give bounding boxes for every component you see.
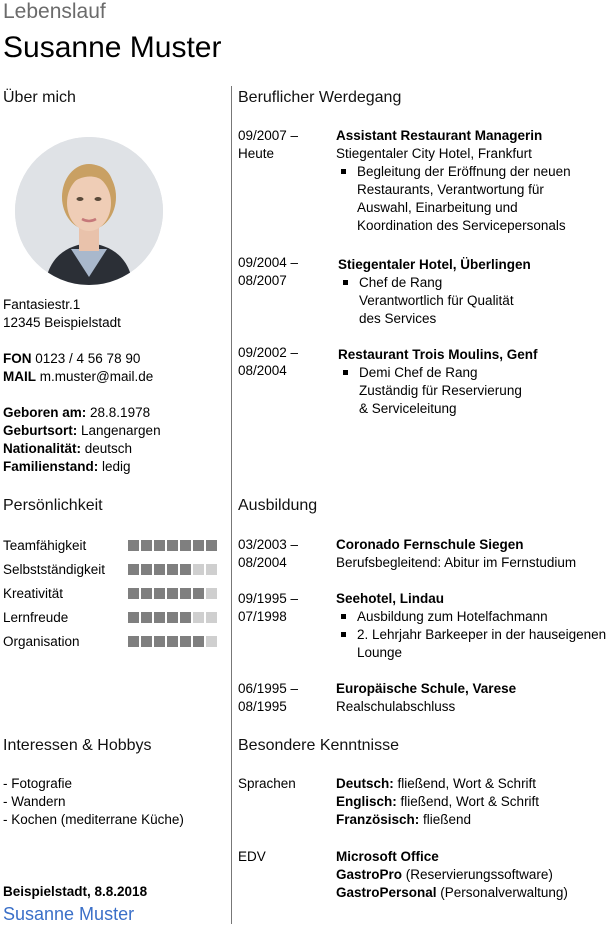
rating-square — [128, 612, 139, 623]
entry-subtitle: Berufsbegleitend: Abitur im Fernstudium — [336, 555, 577, 570]
rating-square — [180, 612, 191, 623]
rating-square — [193, 588, 204, 599]
edv-label: EDV — [238, 849, 266, 864]
skill-rating — [128, 588, 217, 599]
career-date — [238, 127, 298, 163]
birthdate-value: 28.8.1978 — [86, 405, 151, 420]
entry-bullets — [336, 163, 604, 235]
software-note: (Personalverwaltung) — [436, 885, 568, 900]
skill-name: Kreativität — [3, 585, 64, 601]
entry-subtitle: Stiegentaler City Hotel, Frankfurt — [336, 146, 532, 161]
address-block — [3, 296, 121, 332]
language-item — [336, 811, 539, 829]
rating-square — [141, 564, 152, 575]
birthdate-line — [3, 404, 161, 422]
rating-square — [167, 540, 178, 551]
date-start: 09/1995 – — [238, 591, 299, 606]
entry-bullets — [338, 274, 604, 328]
language-level: fließend — [419, 812, 472, 827]
entry-bullets — [338, 364, 604, 418]
person-portrait-icon — [15, 137, 163, 285]
mail-value: m.muster@mail.de — [36, 369, 154, 384]
applicant-name: Susanne Muster — [3, 31, 222, 64]
special-skills-heading: Besondere Kenntnisse — [238, 737, 399, 754]
rating-square — [141, 540, 152, 551]
entry-subtitle: Realschulabschluss — [336, 699, 456, 714]
birthplace-label: Geburtsort: — [3, 423, 78, 438]
date-start: 09/2002 – — [238, 345, 299, 360]
career-entry — [336, 127, 604, 235]
rating-square — [128, 564, 139, 575]
hobby-item: - Fotografie — [3, 776, 73, 791]
birthplace-value: Langenargen — [77, 423, 161, 438]
marital-status-label: Familienstand: — [3, 459, 99, 474]
education-entry — [336, 590, 606, 662]
career-entry — [338, 346, 604, 418]
entry-bullets — [336, 608, 606, 662]
marital-status-value: ledig — [98, 459, 131, 474]
entry-title: Europäische Schule, Varese — [336, 681, 517, 696]
document-label: Lebenslauf — [3, 0, 106, 23]
career-date — [238, 344, 298, 380]
about-heading: Über mich — [3, 89, 76, 106]
rating-square — [128, 588, 139, 599]
edv-item — [336, 848, 568, 866]
date-start: 09/2004 – — [238, 255, 299, 270]
skill-row — [3, 533, 217, 557]
skill-rating — [128, 612, 217, 623]
personality-heading: Persönlichkeit — [3, 497, 103, 514]
skills-list — [3, 533, 217, 653]
rating-square — [206, 612, 217, 623]
date-end: 08/2007 — [238, 273, 287, 288]
mail-label: MAIL — [3, 369, 36, 384]
career-heading: Beruflicher Werdegang — [238, 89, 402, 106]
rating-square — [141, 636, 152, 647]
hobby-item: - Wandern — [3, 794, 66, 809]
phone-line — [3, 350, 153, 368]
education-date — [238, 590, 298, 626]
rating-square — [193, 612, 204, 623]
rating-square — [193, 540, 204, 551]
hobby-item: - Kochen (mediterrane Küche) — [3, 812, 184, 827]
rating-square — [180, 636, 191, 647]
education-entry — [336, 680, 604, 716]
birthdate-label: Geboren am: — [3, 405, 87, 420]
phone-label: FON — [3, 351, 32, 366]
bullet-item: 2. Lehrjahr Barkeeper in der hauseigenen Lounge — [336, 626, 607, 662]
language-level: fließend, Wort & Schrift — [393, 776, 537, 791]
education-entry — [336, 536, 604, 572]
nationality-line — [3, 440, 161, 458]
career-date — [238, 254, 298, 290]
rating-square — [141, 612, 152, 623]
date-end: 08/1995 — [238, 699, 287, 714]
skill-name: Selbstständigkeit — [3, 561, 106, 577]
rating-square — [167, 612, 178, 623]
rating-square — [206, 588, 217, 599]
rating-square — [180, 540, 191, 551]
city: 12345 Beispielstadt — [3, 315, 121, 330]
entry-title: Seehotel, Lindau — [336, 591, 445, 606]
rating-square — [180, 588, 191, 599]
rating-square — [167, 588, 178, 599]
hobbies-list — [3, 775, 184, 829]
nationality-label: Nationalität: — [3, 441, 82, 456]
rating-square — [154, 540, 165, 551]
skill-row — [3, 581, 217, 605]
date-start: 09/2007 – — [238, 128, 299, 143]
phone-value: 0123 / 4 56 78 90 — [31, 351, 141, 366]
date-start: 03/2003 – — [238, 537, 299, 552]
rating-square — [206, 540, 217, 551]
mail-line — [3, 368, 153, 386]
rating-square — [206, 564, 217, 575]
signature: Susanne Muster — [3, 904, 135, 924]
date-start: 06/1995 – — [238, 681, 299, 696]
rating-square — [167, 636, 178, 647]
bullet-item: Ausbildung zum Hotelfachmann — [336, 608, 606, 626]
language-item — [336, 793, 539, 811]
entry-title: Assistant Restaurant Managerin — [336, 128, 543, 143]
rating-square — [154, 612, 165, 623]
bullet-item: Begleitung der Eröffnung der neuen Restaurants, Verantwortung für Auswahl, Einarbeitung und Koordination des Servicepersonals — [336, 163, 582, 235]
software-name: Microsoft Office — [336, 849, 439, 864]
skill-row — [3, 557, 217, 581]
rating-square — [167, 564, 178, 575]
rating-square — [128, 540, 139, 551]
place-date: Beispielstadt, 8.8.2018 — [3, 884, 148, 899]
edv-list — [336, 848, 568, 902]
date-end: Heute — [238, 146, 275, 161]
rating-square — [154, 636, 165, 647]
skill-row — [3, 605, 217, 629]
education-date — [238, 536, 298, 572]
language-name: Deutsch: — [336, 776, 394, 791]
bullet-item: Demi Chef de Rang Zuständig für Reservierung & Serviceleitung — [338, 364, 529, 418]
birthplace-line — [3, 422, 161, 440]
hobbies-heading: Interessen & Hobbys — [3, 737, 152, 754]
edv-item — [336, 866, 568, 884]
language-level: fließend, Wort & Schrift — [396, 794, 540, 809]
contact-block — [3, 350, 153, 386]
entry-title: Coronado Fernschule Siegen — [336, 537, 524, 552]
skill-rating — [128, 564, 217, 575]
edv-item — [336, 884, 568, 902]
skill-name: Lernfreude — [3, 609, 69, 625]
rating-square — [193, 564, 204, 575]
skill-name: Organisation — [3, 633, 80, 649]
education-heading: Ausbildung — [238, 497, 318, 514]
languages-label: Sprachen — [238, 776, 296, 791]
marital-status-line — [3, 458, 161, 476]
skill-row — [3, 629, 217, 653]
software-note: (Reservierungssoftware) — [402, 867, 553, 882]
languages-list — [336, 775, 539, 829]
language-name: Französisch: — [336, 812, 420, 827]
profile-photo — [15, 137, 163, 285]
software-name: GastroPersonal — [336, 885, 437, 900]
bullet-item: Chef de Rang Verantwortlich für Qualität des Services — [338, 274, 529, 328]
language-name: Englisch: — [336, 794, 397, 809]
skill-rating — [128, 540, 217, 551]
personal-data-block — [3, 404, 161, 476]
rating-square — [154, 564, 165, 575]
skill-name: Teamfähigkeit — [3, 537, 87, 553]
street: Fantasiestr.1 — [3, 297, 81, 312]
software-name: GastroPro — [336, 867, 403, 882]
rating-square — [180, 564, 191, 575]
rating-square — [206, 636, 217, 647]
rating-square — [154, 588, 165, 599]
career-entry — [338, 256, 604, 328]
nationality-value: deutsch — [81, 441, 133, 456]
education-date — [238, 680, 298, 716]
date-end: 08/2004 — [238, 363, 287, 378]
skill-rating — [128, 636, 217, 647]
rating-square — [141, 588, 152, 599]
date-end: 08/2004 — [238, 555, 287, 570]
entry-title: Restaurant Trois Moulins, Genf — [338, 347, 538, 362]
language-item — [336, 775, 539, 793]
entry-title: Stiegentaler Hotel, Überlingen — [338, 257, 531, 272]
rating-square — [128, 636, 139, 647]
date-end: 07/1998 — [238, 609, 287, 624]
column-divider — [231, 86, 232, 924]
rating-square — [193, 636, 204, 647]
